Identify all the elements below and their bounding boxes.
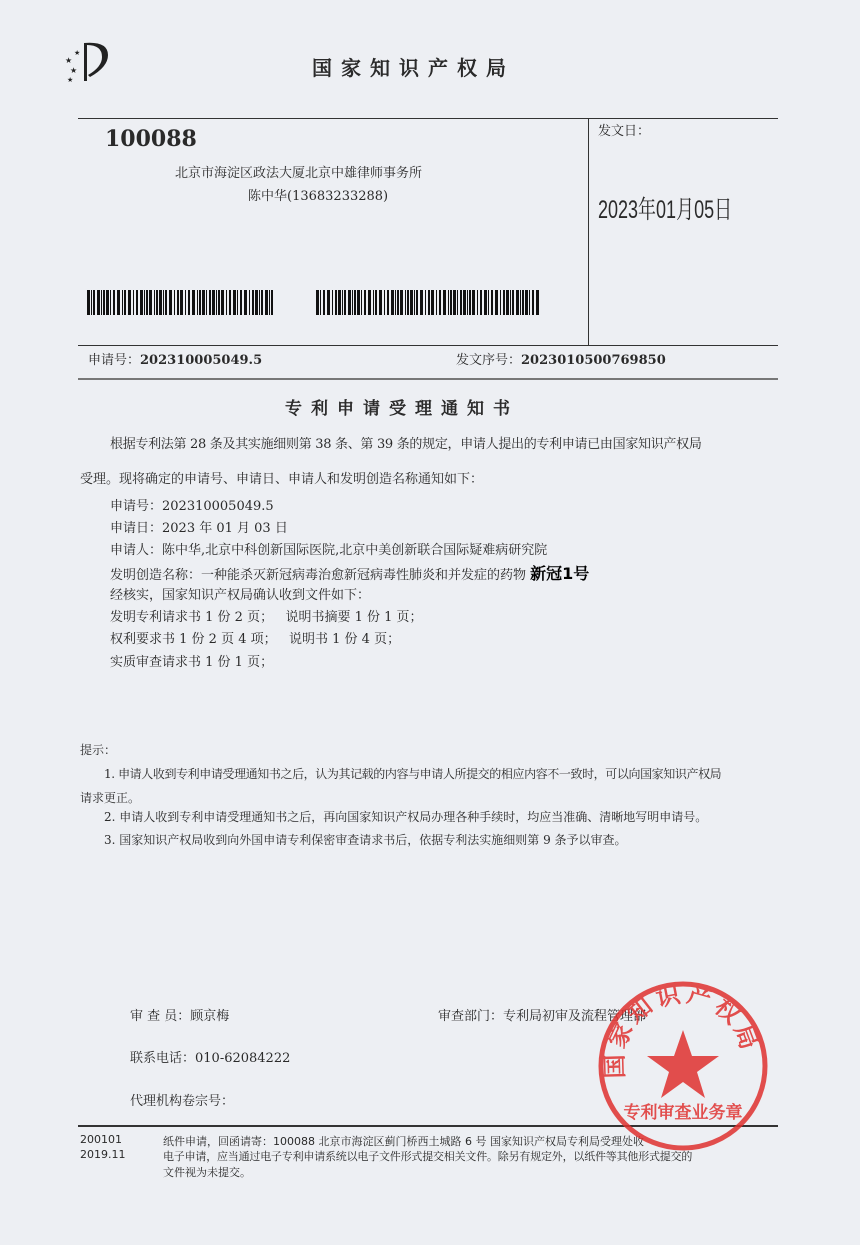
barcode-bar [180, 290, 183, 315]
barcode-bar [237, 290, 238, 315]
official-seal [595, 978, 771, 1154]
barcode-bar [395, 290, 396, 315]
barcode-bar [405, 290, 406, 315]
notice-paragraph: 受理。现将确定的申请号、申请日、申请人和发明创造名称通知如下： [80, 472, 484, 487]
divider [588, 118, 589, 346]
barcode-bar [469, 290, 471, 315]
barcode-bar [91, 290, 92, 315]
divider [78, 345, 778, 346]
recipient-address: 北京市海淀区政法大厦北京中雄律师事务所 [175, 166, 423, 181]
barcode-bar [154, 290, 155, 315]
contact-phone: 联系电话：010-62084222 [130, 1051, 291, 1066]
barcode-bar [379, 290, 382, 315]
barcode-bar [229, 290, 231, 315]
barcode-bar [216, 290, 217, 315]
barcode-bar [410, 290, 413, 315]
barcode-bar [165, 290, 167, 315]
barcode-bar [226, 290, 227, 315]
cnipa-logo-icon [62, 35, 112, 85]
barcode-bar [113, 290, 115, 315]
barcode-bar [136, 290, 138, 315]
barcode-bar [352, 290, 353, 315]
issue-date-label: 发文日： [598, 124, 651, 139]
barcode-bar [344, 290, 346, 315]
barcode-bar [101, 290, 102, 315]
barcode-bar [124, 290, 126, 315]
barcode-bar [512, 290, 514, 315]
barcode-bar [188, 290, 190, 315]
barcode-bar [450, 290, 452, 315]
barcode-bar [244, 290, 247, 315]
footer-line: 纸件申请，回函请寄：100088 北京市海淀区蓟门桥西土城路 6 号 国家知识产权局专利局受理处收 [163, 1135, 644, 1148]
application-number-row [88, 349, 262, 368]
barcode-bar [525, 290, 528, 315]
notice-item: 申请人：陈中华,北京中科创新国际医院,北京中美创新联合国际疑难病研究院 [110, 543, 548, 558]
form-version: 2019.11 [80, 1148, 126, 1161]
barcode-bar [368, 290, 371, 315]
barcode-bar [477, 290, 478, 315]
notice-item: 申请号：202310005049.5 [110, 499, 274, 514]
divider [78, 118, 778, 119]
barcode-bar [361, 290, 362, 315]
barcode-bar [212, 290, 215, 315]
barcode-bar [425, 290, 426, 315]
serial-number-row [456, 349, 666, 368]
invention-title: 发明创造名称：一种能杀灭新冠病毒治愈新冠病毒性肺炎和并发症的药物 [110, 568, 527, 583]
barcode-bar [439, 290, 441, 315]
department: 审查部门：专利局初审及流程管理部 [438, 1009, 647, 1024]
agency-title: 国家知识产权局 [312, 56, 515, 80]
barcode-bar [375, 290, 377, 315]
barcode-bar [495, 290, 498, 315]
overlay-text: 新冠1号 [530, 564, 590, 583]
barcode-bar [407, 290, 409, 315]
barcode-bar [110, 290, 111, 315]
barcode-bar [354, 290, 356, 315]
barcode-bar [397, 290, 399, 315]
barcode-bar [323, 290, 325, 315]
barcode-bar [522, 290, 524, 315]
barcode-bar [414, 290, 415, 315]
barcode-bar [453, 290, 456, 315]
barcode-bar [510, 290, 511, 315]
barcode-bar [520, 290, 521, 315]
barcode-bar [460, 290, 462, 315]
examiner: 审 查 员：顾京梅 [130, 1009, 230, 1024]
barcode-bar [122, 290, 123, 315]
barcode-bar [199, 290, 201, 315]
hint-item: 1. 申请人收到专利申请受理通知书之后，认为其记载的内容与申请人所提交的相应内容不一致时，可以向国家知识产权局 [104, 767, 722, 781]
barcode-bar [500, 290, 501, 315]
seal-bottom-text: 专利审查业务章 [623, 1103, 743, 1123]
hints-label: 提示： [80, 743, 117, 757]
barcode-bar [174, 290, 175, 315]
barcode [87, 290, 275, 315]
hint-item: 3. 国家知识产权局收到向外国申请专利保密审查请求书后，依据专利法实施细则第 9 条予以审查。 [104, 833, 627, 847]
barcode-bar [484, 290, 487, 315]
barcode-bar [457, 290, 458, 315]
barcode-bar [373, 290, 374, 315]
form-code: 200101 [80, 1133, 122, 1146]
barcode-bar [364, 290, 366, 315]
svg-text:★: ★ [70, 66, 78, 75]
barcode-bar [420, 290, 423, 315]
barcode-bar [261, 290, 263, 315]
barcode-bar [249, 290, 250, 315]
barcode-bar [342, 290, 343, 315]
barcode-bar [480, 290, 482, 315]
issue-date: 2023年01月05日 [598, 196, 733, 224]
barcode-bar [169, 290, 172, 315]
barcode-bar [436, 290, 437, 315]
barcode-bar [146, 290, 148, 315]
postcode: 100088 [105, 126, 197, 152]
notice-item: 经核实，国家知识产权局确认收到文件如下： [110, 588, 371, 603]
barcode-bar [320, 290, 321, 315]
barcode-bar [400, 290, 403, 315]
barcode-bar [488, 290, 489, 315]
barcode-bar [255, 290, 258, 315]
notice-item: 申请日：2023 年 01 月 03 日 [110, 521, 288, 536]
serial-number-label: 发文序号： [456, 353, 522, 368]
barcode-bar [384, 290, 385, 315]
footer-line: 文件视为未提交。 [163, 1166, 251, 1179]
barcode-bar [348, 290, 351, 315]
barcode-bar [106, 290, 109, 315]
barcode-bar [316, 290, 319, 315]
barcode-bar [133, 290, 134, 315]
barcode-bar [93, 290, 95, 315]
barcode-bar [240, 290, 242, 315]
barcode-bar [463, 290, 466, 315]
barcode-bar [416, 290, 418, 315]
barcode-bar [265, 290, 268, 315]
barcode-bar [144, 290, 145, 315]
hint-item: 2. 申请人收到专利申请受理通知书之后，再向国家知识产权局办理各种手续时，均应当准确、清晰地写明申请号。 [104, 810, 708, 824]
barcode-bar [532, 290, 534, 315]
barcode-bar [192, 290, 195, 315]
barcode-bar [506, 290, 509, 315]
notice-item: 发明专利请求书 1 份 2 页； 说明书摘要 1 份 1 页； [110, 610, 423, 625]
barcode-bar [332, 290, 333, 315]
barcode-bar [387, 290, 389, 315]
svg-text:★: ★ [65, 56, 73, 65]
application-number-label: 申请号： [88, 353, 141, 368]
barcode-bar [221, 290, 224, 315]
barcode-bar [117, 290, 120, 315]
barcode-bar [252, 290, 254, 315]
barcode-bar [103, 290, 105, 315]
barcode-bar [536, 290, 539, 315]
notice-title: 专利申请受理通知书 [285, 399, 519, 419]
barcode-bar [233, 290, 236, 315]
seal-top-text: 国家知识产权局 [600, 979, 765, 1079]
barcode-bar [209, 290, 211, 315]
barcode-bar [149, 290, 152, 315]
barcode-bar [159, 290, 162, 315]
barcode-bar [327, 290, 330, 315]
notice-item: 实质审查请求书 1 份 1 页； [110, 655, 274, 670]
footer-line: 电子申请，应当通过电子专利申请系统以电子文件形式提交相关文件。除另有规定外，以纸件等其他形式提交的 [163, 1150, 693, 1163]
barcode-bar [448, 290, 449, 315]
barcode-bar [503, 290, 505, 315]
barcode-bar [140, 290, 143, 315]
barcode-bar [259, 290, 260, 315]
barcode-bar [472, 290, 475, 315]
serial-number: 2023010500769850 [521, 353, 666, 368]
barcode-bar [443, 290, 446, 315]
barcode-bar [185, 290, 186, 315]
barcode [316, 290, 544, 315]
barcode-bar [177, 290, 179, 315]
barcode-bar [338, 290, 341, 315]
barcode-bar [163, 290, 164, 315]
barcode-bar [271, 290, 273, 315]
barcode-bar [197, 290, 198, 315]
svg-text:★: ★ [74, 49, 81, 57]
barcode-bar [516, 290, 519, 315]
barcode-bar [491, 290, 493, 315]
recipient-name-phone: 陈中华(13683233288) [248, 189, 389, 204]
barcode-bar [87, 290, 90, 315]
application-number: 202310005049.5 [140, 353, 263, 368]
barcode-bar [202, 290, 205, 315]
barcode-bar [428, 290, 430, 315]
divider [78, 378, 778, 380]
agency-reference: 代理机构卷宗号： [130, 1094, 235, 1109]
notice-paragraph: 根据专利法第 28 条及其实施细则第 38 条、第 39 条的规定，申请人提出的专利申请已由国家知识产权局 [110, 437, 702, 452]
barcode-bar [357, 290, 360, 315]
barcode-bar [156, 290, 158, 315]
barcode-bar [529, 290, 530, 315]
barcode-bar [269, 290, 270, 315]
star-icon [647, 1030, 719, 1098]
hint-item: 请求更正。 [80, 791, 141, 805]
barcode-bar [391, 290, 394, 315]
barcode-bar [335, 290, 337, 315]
barcode-bar [128, 290, 131, 315]
notice-item: 权利要求书 1 份 2 页 4 项； 说明书 1 份 4 页； [110, 632, 401, 647]
svg-text:★: ★ [67, 76, 74, 84]
notice-item [110, 561, 589, 584]
barcode-bar [218, 290, 220, 315]
barcode-bar [431, 290, 434, 315]
barcode-bar [467, 290, 468, 315]
barcode-bar [97, 290, 100, 315]
barcode-bar [206, 290, 207, 315]
